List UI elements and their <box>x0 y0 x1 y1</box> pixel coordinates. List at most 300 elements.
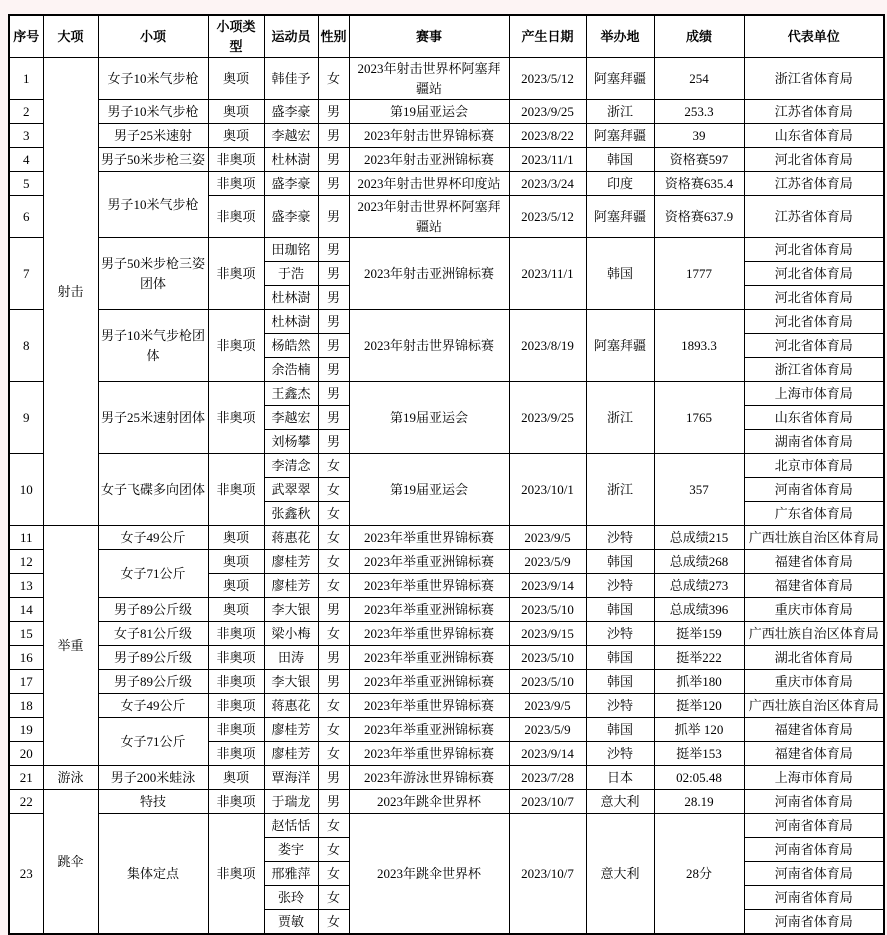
cell-unit: 河北省体育局 <box>744 310 884 334</box>
records-tbody <box>9 58 884 935</box>
cell-date: 2023/9/14 <box>509 574 586 598</box>
cell-unit: 河北省体育局 <box>744 238 884 262</box>
cell-event: 女子49公斤 <box>98 526 208 550</box>
cell-gender: 女 <box>318 574 349 598</box>
cell-unit: 北京市体育局 <box>744 454 884 478</box>
cell-event: 男子25米速射团体 <box>98 382 208 454</box>
cell-date: 2023/8/22 <box>509 124 586 148</box>
cell-event-type: 非奥项 <box>208 172 264 196</box>
table-header <box>9 15 884 58</box>
cell-result: 资格赛637.9 <box>654 196 744 238</box>
cell-gender: 女 <box>318 886 349 910</box>
table-row <box>9 766 884 790</box>
cell-venue: 阿塞拜疆 <box>586 196 654 238</box>
cell-unit: 福建省体育局 <box>744 742 884 766</box>
cell-venue: 沙特 <box>586 526 654 550</box>
cell-event-type: 非奥项 <box>208 196 264 238</box>
cell-event-type: 奥项 <box>208 766 264 790</box>
cell-event-type: 非奥项 <box>208 646 264 670</box>
col-header-date: 产生日期 <box>509 15 586 58</box>
cell-date: 2023/5/12 <box>509 196 586 238</box>
cell-competition: 2023年跳伞世界杯 <box>349 790 509 814</box>
cell-event: 女子49公斤 <box>98 694 208 718</box>
cell-no: 20 <box>9 742 43 766</box>
cell-result: 254 <box>654 58 744 100</box>
cell-result: 28.19 <box>654 790 744 814</box>
cell-competition: 2023年游泳世界锦标赛 <box>349 766 509 790</box>
cell-sport: 游泳 <box>43 766 98 790</box>
cell-unit: 重庆市体育局 <box>744 670 884 694</box>
cell-competition: 第19届亚运会 <box>349 382 509 454</box>
cell-athlete-name: 赵恬恬 <box>264 814 318 838</box>
cell-result: 总成绩268 <box>654 550 744 574</box>
cell-event-type: 非奥项 <box>208 382 264 454</box>
cell-venue: 意大利 <box>586 814 654 935</box>
table-row <box>9 148 884 172</box>
cell-gender: 男 <box>318 196 349 238</box>
cell-athlete-name: 杜林澍 <box>264 310 318 334</box>
cell-event-type: 奥项 <box>208 58 264 100</box>
cell-date: 2023/9/14 <box>509 742 586 766</box>
cell-event-type: 非奥项 <box>208 694 264 718</box>
col-header-gender: 性别 <box>318 15 349 58</box>
cell-date: 2023/5/10 <box>509 670 586 694</box>
cell-no: 9 <box>9 382 43 454</box>
cell-event-type: 非奥项 <box>208 310 264 382</box>
cell-gender: 女 <box>318 862 349 886</box>
cell-gender: 男 <box>318 358 349 382</box>
cell-result: 资格赛597 <box>654 148 744 172</box>
cell-date: 2023/11/1 <box>509 238 586 310</box>
cell-result: 总成绩215 <box>654 526 744 550</box>
cell-gender: 男 <box>318 790 349 814</box>
cell-no: 2 <box>9 100 43 124</box>
cell-no: 16 <box>9 646 43 670</box>
cell-gender: 女 <box>318 718 349 742</box>
cell-no: 19 <box>9 718 43 742</box>
cell-gender: 男 <box>318 286 349 310</box>
cell-athlete-name: 李清念 <box>264 454 318 478</box>
cell-unit: 河南省体育局 <box>744 838 884 862</box>
cell-event-type: 非奥项 <box>208 718 264 742</box>
cell-event: 特技 <box>98 790 208 814</box>
cell-gender: 男 <box>318 124 349 148</box>
cell-unit: 广西壮族自治区体育局 <box>744 526 884 550</box>
cell-unit: 上海市体育局 <box>744 382 884 406</box>
cell-gender: 男 <box>318 310 349 334</box>
cell-athlete-name: 廖桂芳 <box>264 742 318 766</box>
cell-event-type: 非奥项 <box>208 742 264 766</box>
cell-result: 1893.3 <box>654 310 744 382</box>
cell-event-type: 奥项 <box>208 574 264 598</box>
cell-event: 集体定点 <box>98 814 208 935</box>
cell-athlete-name: 李越宏 <box>264 406 318 430</box>
cell-unit: 河南省体育局 <box>744 910 884 935</box>
cell-athlete-name: 盛李豪 <box>264 100 318 124</box>
cell-athlete-name: 李大银 <box>264 670 318 694</box>
cell-unit: 山东省体育局 <box>744 124 884 148</box>
table-row <box>9 58 884 100</box>
cell-date: 2023/9/5 <box>509 526 586 550</box>
cell-unit: 河南省体育局 <box>744 478 884 502</box>
cell-result: 357 <box>654 454 744 526</box>
cell-athlete-name: 贾敏 <box>264 910 318 935</box>
cell-competition: 2023年射击亚洲锦标赛 <box>349 148 509 172</box>
cell-no: 3 <box>9 124 43 148</box>
cell-unit: 福建省体育局 <box>744 574 884 598</box>
cell-gender: 女 <box>318 550 349 574</box>
cell-result: 挺举153 <box>654 742 744 766</box>
cell-event: 男子200米蛙泳 <box>98 766 208 790</box>
cell-gender: 男 <box>318 334 349 358</box>
cell-athlete-name: 王鑫杰 <box>264 382 318 406</box>
cell-unit: 江苏省体育局 <box>744 100 884 124</box>
cell-gender: 男 <box>318 406 349 430</box>
cell-event-type: 奥项 <box>208 598 264 622</box>
cell-venue: 阿塞拜疆 <box>586 124 654 148</box>
cell-competition: 2023年举重世界锦标赛 <box>349 622 509 646</box>
cell-venue: 韩国 <box>586 148 654 172</box>
cell-unit: 江苏省体育局 <box>744 172 884 196</box>
cell-athlete-name: 张鑫秋 <box>264 502 318 526</box>
cell-athlete-name: 杜林澍 <box>264 148 318 172</box>
cell-date: 2023/7/28 <box>509 766 586 790</box>
cell-gender: 女 <box>318 910 349 935</box>
cell-venue: 沙特 <box>586 622 654 646</box>
cell-competition: 2023年举重世界锦标赛 <box>349 526 509 550</box>
cell-athlete-name: 廖桂芳 <box>264 718 318 742</box>
records-table <box>8 14 885 935</box>
col-header-result: 成绩 <box>654 15 744 58</box>
cell-athlete-name: 蒋惠花 <box>264 526 318 550</box>
cell-result: 资格赛635.4 <box>654 172 744 196</box>
cell-competition: 2023年射击世界锦标赛 <box>349 124 509 148</box>
cell-gender: 男 <box>318 598 349 622</box>
cell-sport: 举重 <box>43 526 98 766</box>
cell-gender: 女 <box>318 502 349 526</box>
cell-event-type: 非奥项 <box>208 814 264 935</box>
cell-venue: 韩国 <box>586 238 654 310</box>
cell-athlete-name: 于浩 <box>264 262 318 286</box>
cell-competition: 2023年举重亚洲锦标赛 <box>349 670 509 694</box>
table-row <box>9 718 884 742</box>
cell-no: 7 <box>9 238 43 310</box>
cell-sport: 跳伞 <box>43 790 98 935</box>
table-row <box>9 124 884 148</box>
cell-event: 男子50米步枪三姿 <box>98 148 208 172</box>
cell-sport: 射击 <box>43 58 98 526</box>
cell-athlete-name: 蒋惠花 <box>264 694 318 718</box>
cell-event-type: 非奥项 <box>208 238 264 310</box>
cell-athlete-name: 田涛 <box>264 646 318 670</box>
col-header-event: 小项 <box>98 15 208 58</box>
cell-date: 2023/8/19 <box>509 310 586 382</box>
cell-event: 男子10米气步枪 <box>98 172 208 238</box>
cell-result: 253.3 <box>654 100 744 124</box>
table-row <box>9 172 884 196</box>
cell-event: 男子50米步枪三姿团体 <box>98 238 208 310</box>
cell-venue: 日本 <box>586 766 654 790</box>
cell-venue: 意大利 <box>586 790 654 814</box>
cell-result: 抓举 120 <box>654 718 744 742</box>
cell-gender: 男 <box>318 670 349 694</box>
cell-venue: 沙特 <box>586 574 654 598</box>
cell-no: 10 <box>9 454 43 526</box>
cell-no: 11 <box>9 526 43 550</box>
cell-result: 总成绩273 <box>654 574 744 598</box>
cell-date: 2023/10/1 <box>509 454 586 526</box>
cell-athlete-name: 杜林澍 <box>264 286 318 310</box>
cell-competition: 2023年举重亚洲锦标赛 <box>349 550 509 574</box>
cell-event: 女子71公斤 <box>98 550 208 598</box>
cell-venue: 韩国 <box>586 646 654 670</box>
cell-date: 2023/10/7 <box>509 790 586 814</box>
col-header-no: 序号 <box>9 15 43 58</box>
cell-event-type: 奥项 <box>208 550 264 574</box>
cell-venue: 浙江 <box>586 100 654 124</box>
cell-athlete-name: 邢雅萍 <box>264 862 318 886</box>
cell-venue: 韩国 <box>586 670 654 694</box>
cell-unit: 福建省体育局 <box>744 550 884 574</box>
cell-athlete-name: 武翠翠 <box>264 478 318 502</box>
cell-event-type: 非奥项 <box>208 670 264 694</box>
cell-result: 挺举159 <box>654 622 744 646</box>
cell-no: 21 <box>9 766 43 790</box>
cell-unit: 河南省体育局 <box>744 862 884 886</box>
cell-venue: 浙江 <box>586 382 654 454</box>
cell-gender: 男 <box>318 646 349 670</box>
cell-gender: 女 <box>318 526 349 550</box>
cell-result: 1765 <box>654 382 744 454</box>
cell-date: 2023/5/10 <box>509 646 586 670</box>
cell-gender: 男 <box>318 100 349 124</box>
table-row <box>9 694 884 718</box>
cell-event-type: 非奥项 <box>208 454 264 526</box>
cell-venue: 浙江 <box>586 454 654 526</box>
cell-unit: 广东省体育局 <box>744 502 884 526</box>
cell-result: 挺举222 <box>654 646 744 670</box>
cell-unit: 湖北省体育局 <box>744 646 884 670</box>
cell-unit: 河北省体育局 <box>744 286 884 310</box>
cell-no: 15 <box>9 622 43 646</box>
cell-event: 男子89公斤级 <box>98 670 208 694</box>
cell-venue: 沙特 <box>586 694 654 718</box>
col-header-venue: 举办地 <box>586 15 654 58</box>
cell-unit: 浙江省体育局 <box>744 58 884 100</box>
cell-result: 39 <box>654 124 744 148</box>
cell-event: 男子10米气步枪 <box>98 100 208 124</box>
cell-athlete-name: 于瑞龙 <box>264 790 318 814</box>
cell-venue: 阿塞拜疆 <box>586 310 654 382</box>
cell-event-type: 非奥项 <box>208 148 264 172</box>
cell-gender: 男 <box>318 766 349 790</box>
cell-unit: 福建省体育局 <box>744 718 884 742</box>
table-row <box>9 814 884 838</box>
cell-date: 2023/10/7 <box>509 814 586 935</box>
cell-no: 14 <box>9 598 43 622</box>
table-row <box>9 646 884 670</box>
cell-competition: 第19届亚运会 <box>349 100 509 124</box>
table-row <box>9 622 884 646</box>
cell-event: 女子81公斤级 <box>98 622 208 646</box>
cell-gender: 女 <box>318 838 349 862</box>
cell-date: 2023/5/10 <box>509 598 586 622</box>
table-row <box>9 100 884 124</box>
cell-event: 女子10米气步枪 <box>98 58 208 100</box>
header-row <box>9 15 884 58</box>
cell-athlete-name: 娄宇 <box>264 838 318 862</box>
cell-venue: 韩国 <box>586 550 654 574</box>
cell-unit: 广西壮族自治区体育局 <box>744 694 884 718</box>
cell-date: 2023/9/25 <box>509 100 586 124</box>
table-row <box>9 382 884 406</box>
col-header-event-type: 小项类型 <box>208 15 264 58</box>
cell-event: 男子89公斤级 <box>98 598 208 622</box>
cell-competition: 第19届亚运会 <box>349 454 509 526</box>
cell-competition: 2023年举重亚洲锦标赛 <box>349 718 509 742</box>
cell-gender: 女 <box>318 478 349 502</box>
cell-no: 23 <box>9 814 43 935</box>
cell-gender: 女 <box>318 58 349 100</box>
cell-unit: 江苏省体育局 <box>744 196 884 238</box>
cell-date: 2023/5/12 <box>509 58 586 100</box>
cell-competition: 2023年射击世界杯阿塞拜疆站 <box>349 196 509 238</box>
cell-no: 18 <box>9 694 43 718</box>
cell-competition: 2023年射击世界杯印度站 <box>349 172 509 196</box>
table-row <box>9 238 884 262</box>
cell-gender: 男 <box>318 172 349 196</box>
cell-event-type: 奥项 <box>208 526 264 550</box>
cell-unit: 河北省体育局 <box>744 262 884 286</box>
table-row <box>9 550 884 574</box>
cell-event-type: 奥项 <box>208 100 264 124</box>
table-row <box>9 454 884 478</box>
cell-competition: 2023年射击世界杯阿塞拜疆站 <box>349 58 509 100</box>
cell-competition: 2023年举重亚洲锦标赛 <box>349 646 509 670</box>
cell-venue: 韩国 <box>586 598 654 622</box>
cell-gender: 男 <box>318 430 349 454</box>
table-row <box>9 670 884 694</box>
cell-unit: 广西壮族自治区体育局 <box>744 622 884 646</box>
cell-no: 12 <box>9 550 43 574</box>
cell-athlete-name: 梁小梅 <box>264 622 318 646</box>
cell-athlete-name: 张玲 <box>264 886 318 910</box>
cell-date: 2023/9/5 <box>509 694 586 718</box>
cell-gender: 男 <box>318 382 349 406</box>
cell-date: 2023/11/1 <box>509 148 586 172</box>
cell-gender: 男 <box>318 262 349 286</box>
cell-gender: 女 <box>318 622 349 646</box>
cell-competition: 2023年举重世界锦标赛 <box>349 694 509 718</box>
cell-competition: 2023年举重世界锦标赛 <box>349 574 509 598</box>
cell-unit: 河南省体育局 <box>744 886 884 910</box>
col-header-competition: 赛事 <box>349 15 509 58</box>
cell-gender: 女 <box>318 742 349 766</box>
cell-date: 2023/5/9 <box>509 550 586 574</box>
cell-venue: 沙特 <box>586 742 654 766</box>
cell-no: 1 <box>9 58 43 100</box>
cell-unit: 浙江省体育局 <box>744 358 884 382</box>
cell-competition: 2023年射击世界锦标赛 <box>349 310 509 382</box>
cell-no: 8 <box>9 310 43 382</box>
cell-athlete-name: 杨皓然 <box>264 334 318 358</box>
cell-no: 5 <box>9 172 43 196</box>
cell-result: 1777 <box>654 238 744 310</box>
cell-event: 男子89公斤级 <box>98 646 208 670</box>
cell-competition: 2023年举重亚洲锦标赛 <box>349 598 509 622</box>
cell-no: 13 <box>9 574 43 598</box>
cell-gender: 男 <box>318 148 349 172</box>
cell-venue: 韩国 <box>586 718 654 742</box>
cell-gender: 女 <box>318 814 349 838</box>
cell-event: 女子飞碟多向团体 <box>98 454 208 526</box>
cell-unit: 河北省体育局 <box>744 148 884 172</box>
cell-athlete-name: 廖桂芳 <box>264 574 318 598</box>
cell-no: 22 <box>9 790 43 814</box>
cell-athlete-name: 余浩楠 <box>264 358 318 382</box>
cell-gender: 女 <box>318 454 349 478</box>
cell-competition: 2023年跳伞世界杯 <box>349 814 509 935</box>
cell-athlete-name: 刘杨攀 <box>264 430 318 454</box>
cell-athlete-name: 李大银 <box>264 598 318 622</box>
cell-venue: 阿塞拜疆 <box>586 58 654 100</box>
cell-unit: 上海市体育局 <box>744 766 884 790</box>
cell-competition: 2023年射击亚洲锦标赛 <box>349 238 509 310</box>
cell-no: 4 <box>9 148 43 172</box>
cell-unit: 河南省体育局 <box>744 790 884 814</box>
cell-athlete-name: 盛李豪 <box>264 196 318 238</box>
cell-venue: 印度 <box>586 172 654 196</box>
cell-event-type: 非奥项 <box>208 622 264 646</box>
cell-athlete-name: 韩佳予 <box>264 58 318 100</box>
cell-athlete-name: 李越宏 <box>264 124 318 148</box>
cell-unit: 山东省体育局 <box>744 406 884 430</box>
cell-date: 2023/9/25 <box>509 382 586 454</box>
cell-unit: 湖南省体育局 <box>744 430 884 454</box>
cell-athlete-name: 盛李豪 <box>264 172 318 196</box>
cell-gender: 男 <box>318 238 349 262</box>
table-row <box>9 526 884 550</box>
table-row <box>9 598 884 622</box>
cell-unit: 河北省体育局 <box>744 334 884 358</box>
col-header-unit: 代表单位 <box>744 15 884 58</box>
cell-date: 2023/9/15 <box>509 622 586 646</box>
cell-unit: 河南省体育局 <box>744 814 884 838</box>
cell-athlete-name: 田珈铭 <box>264 238 318 262</box>
cell-event-type: 非奥项 <box>208 790 264 814</box>
cell-result: 抓举180 <box>654 670 744 694</box>
cell-result: 挺举120 <box>654 694 744 718</box>
cell-result: 总成绩396 <box>654 598 744 622</box>
cell-date: 2023/3/24 <box>509 172 586 196</box>
cell-result: 28分 <box>654 814 744 935</box>
cell-no: 6 <box>9 196 43 238</box>
cell-athlete-name: 廖桂芳 <box>264 550 318 574</box>
col-header-sport: 大项 <box>43 15 98 58</box>
cell-event: 男子25米速射 <box>98 124 208 148</box>
cell-competition: 2023年举重世界锦标赛 <box>349 742 509 766</box>
cell-result: 02:05.48 <box>654 766 744 790</box>
col-header-athlete: 运动员 <box>264 15 318 58</box>
cell-date: 2023/5/9 <box>509 718 586 742</box>
cell-event: 女子71公斤 <box>98 718 208 766</box>
cell-unit: 重庆市体育局 <box>744 598 884 622</box>
cell-no: 17 <box>9 670 43 694</box>
cell-event-type: 奥项 <box>208 124 264 148</box>
cell-athlete-name: 覃海洋 <box>264 766 318 790</box>
table-row <box>9 790 884 814</box>
table-row <box>9 310 884 334</box>
